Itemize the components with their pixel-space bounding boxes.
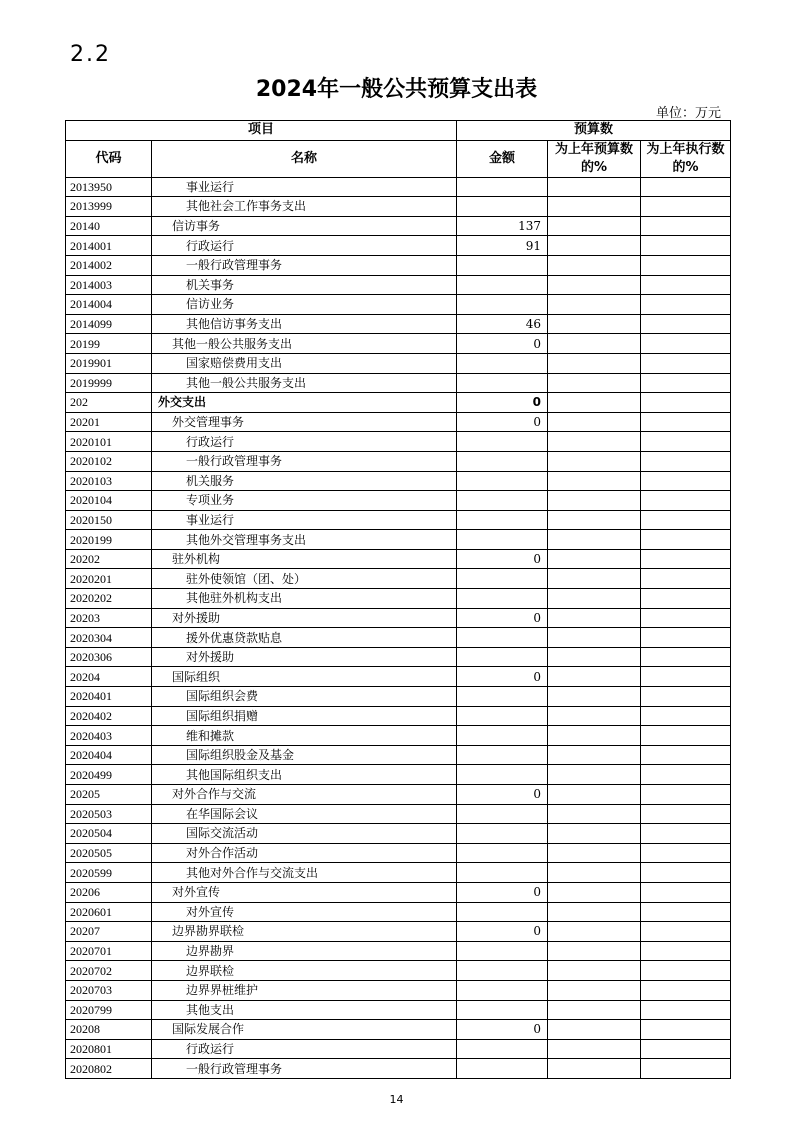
row-amount: 46 [457, 314, 548, 334]
row-name: 行政运行 [152, 432, 457, 452]
row-name: 其他支出 [152, 1000, 457, 1020]
table-row [66, 843, 731, 863]
table-row [66, 510, 731, 530]
row-amount [457, 843, 548, 863]
row-pct-prev-budget [548, 726, 641, 746]
row-code: 20205 [66, 785, 152, 805]
table-row [66, 314, 731, 334]
table-body [66, 177, 731, 1078]
row-code: 20204 [66, 667, 152, 687]
row-pct-prev-budget [548, 432, 641, 452]
header-amount: 金额 [457, 140, 548, 177]
row-pct-prev-budget [548, 765, 641, 785]
row-pct-prev-budget [548, 843, 641, 863]
row-pct-prev-budget [548, 1020, 641, 1040]
row-amount: 0 [457, 1020, 548, 1040]
section-number: 2.2 [70, 42, 111, 67]
row-code: 20208 [66, 1020, 152, 1040]
table-row [66, 373, 731, 393]
row-amount [457, 432, 548, 452]
row-pct-prev-exec [641, 1020, 731, 1040]
table-row [66, 726, 731, 746]
table-row [66, 628, 731, 648]
row-pct-prev-exec [641, 843, 731, 863]
header-item: 项目 [66, 121, 457, 141]
table-row [66, 687, 731, 707]
row-code: 2013999 [66, 197, 152, 217]
table-row [66, 882, 731, 902]
row-amount [457, 961, 548, 981]
table-row [66, 1000, 731, 1020]
table-row [66, 667, 731, 687]
row-pct-prev-budget [548, 569, 641, 589]
row-amount [457, 863, 548, 883]
table-row [66, 451, 731, 471]
row-amount [457, 589, 548, 609]
row-amount: 0 [457, 922, 548, 942]
row-amount [457, 295, 548, 315]
row-pct-prev-exec [641, 608, 731, 628]
row-amount [457, 255, 548, 275]
row-code: 2020504 [66, 824, 152, 844]
row-amount: 0 [457, 393, 548, 413]
row-name: 边界联检 [152, 961, 457, 981]
row-amount: 0 [457, 549, 548, 569]
row-name: 对外宣传 [152, 882, 457, 902]
row-code: 2014002 [66, 255, 152, 275]
row-pct-prev-budget [548, 334, 641, 354]
table-row [66, 745, 731, 765]
row-pct-prev-exec [641, 549, 731, 569]
row-pct-prev-exec [641, 353, 731, 373]
row-pct-prev-budget [548, 824, 641, 844]
row-code: 2020104 [66, 491, 152, 511]
row-name: 边界界桩维护 [152, 980, 457, 1000]
row-name: 其他外交管理事务支出 [152, 530, 457, 550]
row-pct-prev-exec [641, 1059, 731, 1079]
row-pct-prev-budget [548, 1039, 641, 1059]
row-pct-prev-exec [641, 706, 731, 726]
row-code: 2020702 [66, 961, 152, 981]
row-code: 2020802 [66, 1059, 152, 1079]
table-row [66, 608, 731, 628]
row-code: 2020403 [66, 726, 152, 746]
row-code: 2020402 [66, 706, 152, 726]
row-name: 其他驻外机构支出 [152, 589, 457, 609]
row-pct-prev-exec [641, 824, 731, 844]
row-code: 2020801 [66, 1039, 152, 1059]
row-amount [457, 569, 548, 589]
row-pct-prev-budget [548, 255, 641, 275]
table-row [66, 530, 731, 550]
row-pct-prev-exec [641, 882, 731, 902]
row-name: 事业运行 [152, 510, 457, 530]
row-amount [457, 726, 548, 746]
row-pct-prev-budget [548, 197, 641, 217]
row-name: 其他信访事务支出 [152, 314, 457, 334]
row-pct-prev-budget [548, 647, 641, 667]
row-pct-prev-exec [641, 295, 731, 315]
row-name: 机关事务 [152, 275, 457, 295]
row-code: 20206 [66, 882, 152, 902]
row-code: 2019901 [66, 353, 152, 373]
row-code: 2020101 [66, 432, 152, 452]
row-pct-prev-exec [641, 451, 731, 471]
row-name: 国际组织股金及基金 [152, 745, 457, 765]
row-name: 对外援助 [152, 608, 457, 628]
row-name: 其他一般公共服务支出 [152, 373, 457, 393]
unit-label: 单位：万元 [655, 106, 721, 121]
table-row [66, 863, 731, 883]
table-row [66, 1039, 731, 1059]
header-pct-prev-budget: 为上年预算数的% [548, 140, 641, 177]
table-row [66, 961, 731, 981]
row-pct-prev-exec [641, 745, 731, 765]
table-row [66, 432, 731, 452]
row-pct-prev-exec [641, 471, 731, 491]
row-name: 机关服务 [152, 471, 457, 491]
row-pct-prev-exec [641, 314, 731, 334]
row-name: 事业运行 [152, 177, 457, 197]
row-pct-prev-budget [548, 628, 641, 648]
row-pct-prev-budget [548, 941, 641, 961]
row-pct-prev-exec [641, 334, 731, 354]
row-pct-prev-exec [641, 785, 731, 805]
row-pct-prev-budget [548, 295, 641, 315]
table-row [66, 549, 731, 569]
row-pct-prev-budget [548, 177, 641, 197]
row-name: 行政运行 [152, 1039, 457, 1059]
row-pct-prev-budget [548, 491, 641, 511]
row-name: 对外援助 [152, 647, 457, 667]
row-pct-prev-budget [548, 902, 641, 922]
row-pct-prev-budget [548, 1000, 641, 1020]
row-pct-prev-budget [548, 785, 641, 805]
row-name: 其他一般公共服务支出 [152, 334, 457, 354]
row-pct-prev-budget [548, 804, 641, 824]
row-code: 2020404 [66, 745, 152, 765]
row-amount [457, 706, 548, 726]
row-amount [457, 530, 548, 550]
table-row [66, 491, 731, 511]
header-name: 名称 [152, 140, 457, 177]
row-code: 2020201 [66, 569, 152, 589]
row-name: 信访业务 [152, 295, 457, 315]
row-code: 2020306 [66, 647, 152, 667]
row-pct-prev-exec [641, 569, 731, 589]
row-amount [457, 510, 548, 530]
table-row [66, 334, 731, 354]
row-code: 2020103 [66, 471, 152, 491]
row-amount: 0 [457, 667, 548, 687]
row-name: 国际发展合作 [152, 1020, 457, 1040]
row-pct-prev-exec [641, 255, 731, 275]
table-row [66, 980, 731, 1000]
row-amount [457, 177, 548, 197]
row-amount: 0 [457, 608, 548, 628]
row-pct-prev-budget [548, 961, 641, 981]
row-name: 在华国际会议 [152, 804, 457, 824]
row-pct-prev-budget [548, 608, 641, 628]
row-code: 20202 [66, 549, 152, 569]
row-pct-prev-budget [548, 980, 641, 1000]
page-title: 2024年一般公共预算支出表 [255, 77, 538, 102]
table-row [66, 393, 731, 413]
row-pct-prev-exec [641, 530, 731, 550]
row-pct-prev-exec [641, 432, 731, 452]
row-code: 2020102 [66, 451, 152, 471]
row-name: 一般行政管理事务 [152, 451, 457, 471]
row-pct-prev-exec [641, 902, 731, 922]
row-pct-prev-exec [641, 726, 731, 746]
row-name: 其他国际组织支出 [152, 765, 457, 785]
row-code: 2020601 [66, 902, 152, 922]
header-pct-prev-exec: 为上年执行数的% [641, 140, 731, 177]
table-row [66, 941, 731, 961]
row-amount: 0 [457, 882, 548, 902]
row-amount [457, 1039, 548, 1059]
row-amount [457, 1000, 548, 1020]
row-code: 20199 [66, 334, 152, 354]
table-row [66, 569, 731, 589]
row-name: 专项业务 [152, 491, 457, 511]
row-pct-prev-budget [548, 236, 641, 256]
row-name: 国际组织 [152, 667, 457, 687]
row-pct-prev-exec [641, 1039, 731, 1059]
row-pct-prev-budget [548, 863, 641, 883]
row-amount [457, 471, 548, 491]
row-code: 2013950 [66, 177, 152, 197]
row-pct-prev-budget [548, 412, 641, 432]
row-amount [457, 902, 548, 922]
row-amount [457, 765, 548, 785]
table-row [66, 647, 731, 667]
row-name: 边界勘界联检 [152, 922, 457, 942]
row-name: 行政运行 [152, 236, 457, 256]
table-row [66, 1059, 731, 1079]
table-row [66, 275, 731, 295]
row-pct-prev-budget [548, 687, 641, 707]
row-amount [457, 941, 548, 961]
row-pct-prev-budget [548, 549, 641, 569]
row-amount [457, 628, 548, 648]
row-code: 2019999 [66, 373, 152, 393]
row-pct-prev-exec [641, 647, 731, 667]
row-amount [457, 824, 548, 844]
row-code: 2014001 [66, 236, 152, 256]
row-pct-prev-exec [641, 589, 731, 609]
row-amount [457, 491, 548, 511]
row-name: 国家赔偿费用支出 [152, 353, 457, 373]
row-pct-prev-exec [641, 412, 731, 432]
row-code: 2020503 [66, 804, 152, 824]
row-pct-prev-budget [548, 1059, 641, 1079]
row-pct-prev-budget [548, 275, 641, 295]
row-name: 信访事务 [152, 216, 457, 236]
budget-table [65, 120, 731, 1079]
row-pct-prev-budget [548, 510, 641, 530]
row-pct-prev-budget [548, 530, 641, 550]
row-amount [457, 745, 548, 765]
row-pct-prev-exec [641, 510, 731, 530]
row-name: 对外合作与交流 [152, 785, 457, 805]
row-name: 国际组织会费 [152, 687, 457, 707]
table-row [66, 471, 731, 491]
row-pct-prev-exec [641, 393, 731, 413]
row-pct-prev-exec [641, 628, 731, 648]
row-name: 驻外使领馆（团、处） [152, 569, 457, 589]
row-name: 对外合作活动 [152, 843, 457, 863]
page-number: 14 [389, 1093, 404, 1106]
header-row-2 [66, 140, 731, 177]
row-pct-prev-budget [548, 471, 641, 491]
row-pct-prev-exec [641, 961, 731, 981]
row-amount [457, 197, 548, 217]
table-row [66, 295, 731, 315]
row-code: 2020505 [66, 843, 152, 863]
row-amount [457, 980, 548, 1000]
row-code: 20203 [66, 608, 152, 628]
row-code: 2020703 [66, 980, 152, 1000]
row-code: 20207 [66, 922, 152, 942]
row-name: 对外宣传 [152, 902, 457, 922]
row-amount [457, 373, 548, 393]
row-amount [457, 275, 548, 295]
row-pct-prev-exec [641, 373, 731, 393]
row-pct-prev-exec [641, 804, 731, 824]
row-code: 2014003 [66, 275, 152, 295]
row-pct-prev-budget [548, 922, 641, 942]
row-pct-prev-exec [641, 980, 731, 1000]
row-name: 国际交流活动 [152, 824, 457, 844]
table-row [66, 1020, 731, 1040]
row-name: 援外优惠贷款贴息 [152, 628, 457, 648]
row-pct-prev-exec [641, 922, 731, 942]
row-pct-prev-exec [641, 667, 731, 687]
row-pct-prev-budget [548, 706, 641, 726]
row-pct-prev-exec [641, 216, 731, 236]
row-pct-prev-budget [548, 373, 641, 393]
header-code: 代码 [66, 140, 152, 177]
row-pct-prev-budget [548, 667, 641, 687]
header-row-1 [66, 121, 731, 141]
table-row [66, 785, 731, 805]
table-row [66, 902, 731, 922]
row-pct-prev-exec [641, 197, 731, 217]
table-row [66, 922, 731, 942]
table-row [66, 804, 731, 824]
row-pct-prev-exec [641, 863, 731, 883]
row-amount [457, 687, 548, 707]
row-code: 202 [66, 393, 152, 413]
row-pct-prev-budget [548, 745, 641, 765]
row-code: 20140 [66, 216, 152, 236]
table-row [66, 765, 731, 785]
row-pct-prev-exec [641, 177, 731, 197]
table-row [66, 255, 731, 275]
row-amount: 91 [457, 236, 548, 256]
row-pct-prev-exec [641, 1000, 731, 1020]
table-row [66, 216, 731, 236]
table-row [66, 412, 731, 432]
row-name: 外交支出 [152, 393, 457, 413]
row-amount [457, 1059, 548, 1079]
row-pct-prev-exec [641, 687, 731, 707]
row-pct-prev-exec [641, 236, 731, 256]
row-pct-prev-exec [641, 275, 731, 295]
row-code: 2020599 [66, 863, 152, 883]
row-code: 2020202 [66, 589, 152, 609]
row-code: 2020304 [66, 628, 152, 648]
table-row [66, 824, 731, 844]
row-code: 2020199 [66, 530, 152, 550]
table-row [66, 197, 731, 217]
row-amount [457, 804, 548, 824]
row-pct-prev-budget [548, 451, 641, 471]
row-name: 外交管理事务 [152, 412, 457, 432]
row-amount: 0 [457, 412, 548, 432]
row-amount: 137 [457, 216, 548, 236]
row-pct-prev-exec [641, 941, 731, 961]
header-budget: 预算数 [457, 121, 731, 141]
row-pct-prev-exec [641, 491, 731, 511]
row-code: 2020150 [66, 510, 152, 530]
table-row [66, 706, 731, 726]
row-amount [457, 647, 548, 667]
row-amount [457, 451, 548, 471]
row-code: 2020701 [66, 941, 152, 961]
row-code: 20201 [66, 412, 152, 432]
row-pct-prev-budget [548, 589, 641, 609]
row-pct-prev-budget [548, 393, 641, 413]
row-code: 2020799 [66, 1000, 152, 1020]
row-name: 其他对外合作与交流支出 [152, 863, 457, 883]
row-pct-prev-exec [641, 765, 731, 785]
table-row [66, 177, 731, 197]
row-code: 2014099 [66, 314, 152, 334]
row-code: 2020401 [66, 687, 152, 707]
row-name: 其他社会工作事务支出 [152, 197, 457, 217]
row-name: 一般行政管理事务 [152, 1059, 457, 1079]
table-row [66, 236, 731, 256]
row-code: 2014004 [66, 295, 152, 315]
row-name: 国际组织捐赠 [152, 706, 457, 726]
row-name: 维和摊款 [152, 726, 457, 746]
row-pct-prev-budget [548, 353, 641, 373]
row-amount [457, 353, 548, 373]
table-row [66, 353, 731, 373]
row-amount: 0 [457, 785, 548, 805]
row-name: 一般行政管理事务 [152, 255, 457, 275]
row-amount: 0 [457, 334, 548, 354]
row-pct-prev-budget [548, 882, 641, 902]
row-name: 边界勘界 [152, 941, 457, 961]
row-code: 2020499 [66, 765, 152, 785]
row-name: 驻外机构 [152, 549, 457, 569]
row-pct-prev-budget [548, 216, 641, 236]
row-pct-prev-budget [548, 314, 641, 334]
table-row [66, 589, 731, 609]
